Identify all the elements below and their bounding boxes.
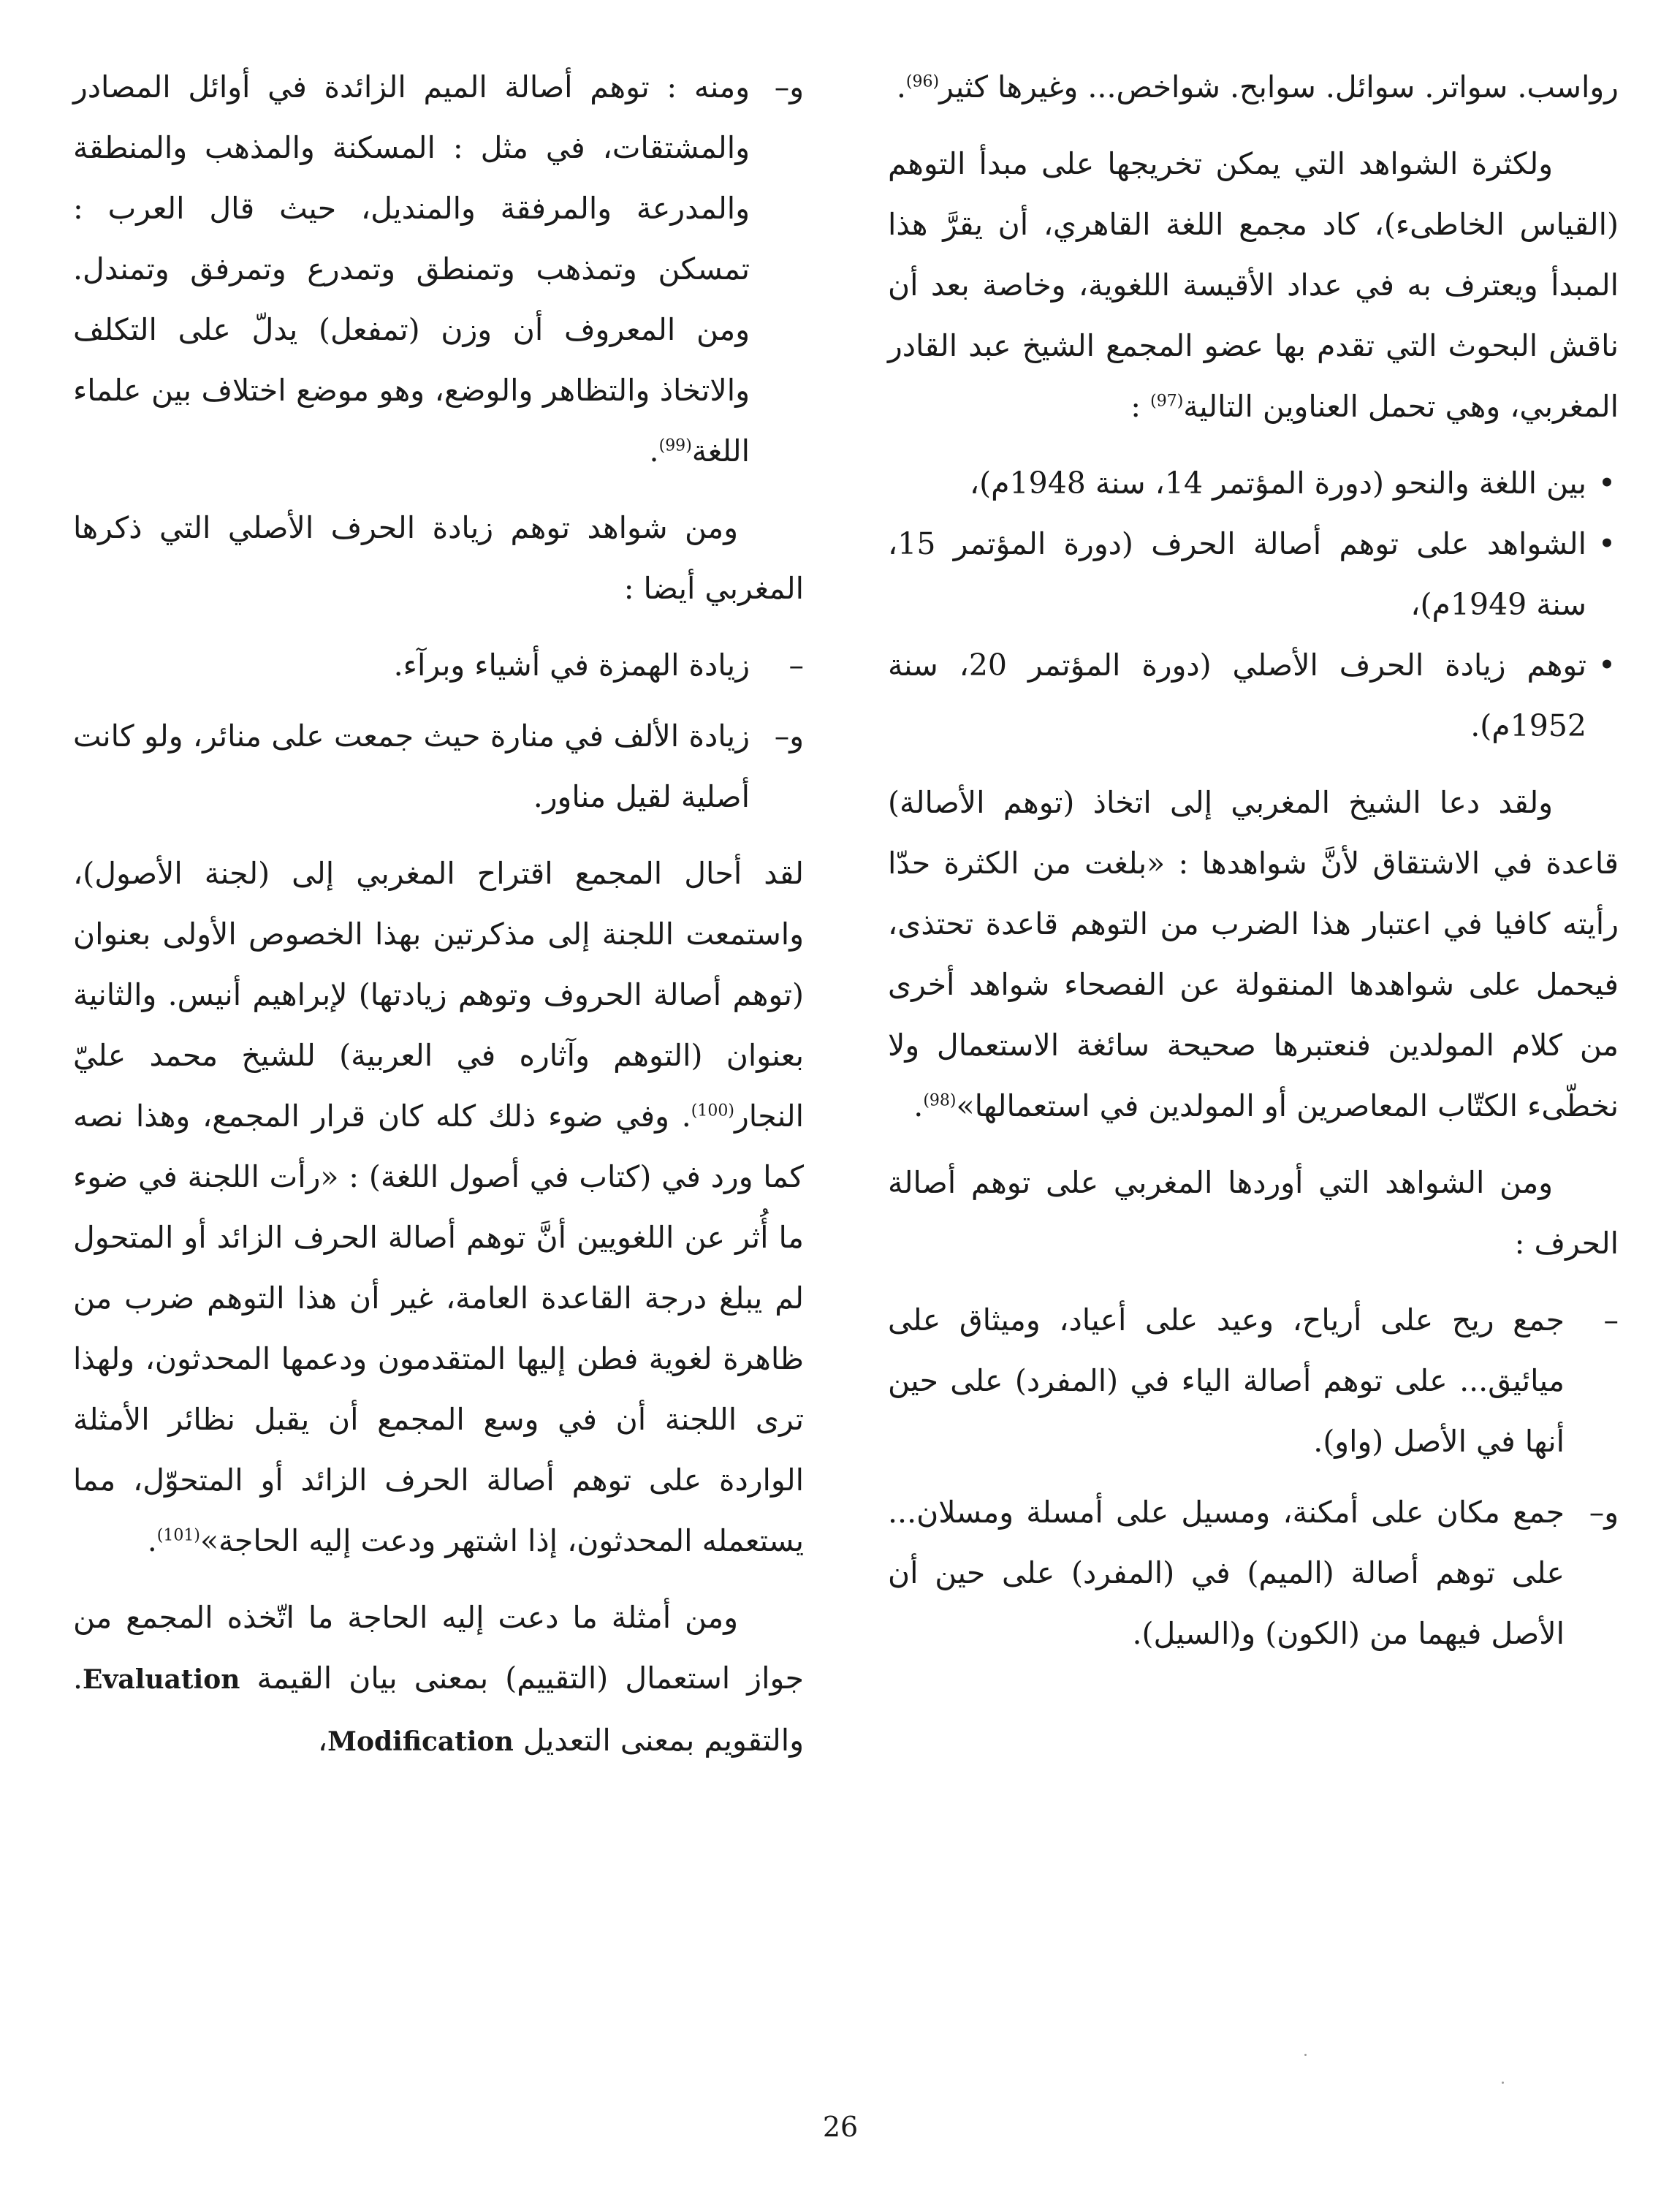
dash-marker: و– bbox=[1589, 1495, 1619, 1530]
list-item bbox=[73, 635, 804, 696]
list-item bbox=[73, 706, 804, 827]
paragraph-addition-intro: ومن شواهد توهم زيادة الحرف الأصلي التي ذكرها المغربي أيضا : bbox=[73, 510, 804, 606]
list-item-text: الشواهد على توهم أصالة الحرف (دورة المؤتمر 15، سنة 1949م)، bbox=[888, 526, 1586, 622]
paragraph-maghribi-call bbox=[888, 773, 1619, 1137]
list-item bbox=[888, 453, 1619, 514]
right-column bbox=[888, 57, 1619, 1680]
page-number: 26 bbox=[822, 2111, 859, 2143]
list-item-text: جمع مكان على أمكنة، ومسيل على أمسلة ومسلان... على توهم أصالة (الميم) في (المفرد) على حين أن الأصل فيهما من (الكون) و(السيل). bbox=[888, 1495, 1565, 1651]
bullet-icon: • bbox=[1597, 648, 1616, 683]
paragraph-text: . وفي ضوء ذلك كله كان قرار المجمع، وهذا نصه كما ورد في (كتاب في أصول اللغة) : «رأت اللجنة في ضوء ما أُثر عن اللغويين أنَّ توهم أصالة الحرف الزائد أو المتحول لم يبلغ درجة القاعدة العامة، غير أن هذا التوهم ضرب من ظاهرة لغوية فطن إليها المتقدمون ودعمها المحدثون، ولهذا ترى اللجنة أن في وسع المجمع أن يقبل نظائر الأمثلة الواردة على توهم أصالة الحرف الزائد أو المتحوّل، مما يستعمله المحدثون، إذا اشتهر ودعت إليه الحاجة» bbox=[73, 1099, 804, 1558]
paragraph-text: رواسب. سواتر. سوائل. سوابح. شواخص... وغيرها كثير bbox=[939, 69, 1619, 105]
latin-term: Evaluation bbox=[83, 1664, 240, 1695]
latin-term: Modification bbox=[327, 1726, 514, 1757]
list-item bbox=[888, 514, 1619, 635]
footnote-marker: (96) bbox=[905, 72, 940, 91]
list-item bbox=[73, 57, 804, 482]
bullet-icon: • bbox=[1597, 526, 1616, 561]
list-item-text: بين اللغة والنحو (دورة المؤتمر 14، سنة 1948م)، bbox=[969, 466, 1586, 501]
list-item-text: زيادة الألف في منارة حيث جمعت على منائر، ولو كانت أصلية لقيل مناور. bbox=[73, 718, 750, 814]
left-column bbox=[73, 57, 804, 1788]
list-item-text: ومنه : توهم أصالة الميم الزائدة في أوائل المصادر والمشتقات، في مثل : المسكنة والمذهب والمنطقة والمدرعة والمرفقة والمنديل، حيث قال العرب : تمسكن وتمذهب وتمنطق وتمدرع وتمرفق وتمندل. ومن المعروف أن وزن (تمفعل) يدلّ على التكلف والاتخاذ والتظاهر والوضع، وهو موضع اختلاف بين علماء اللغة bbox=[73, 69, 750, 468]
footnote-marker: (101) bbox=[156, 1526, 200, 1545]
addition-examples-list bbox=[73, 635, 804, 827]
list-item-text: جمع ريح على أرياح، وعيد على أعياد، وميثاق على ميائيق... على توهم أصالة الياء في (المفرد) على حين أنها في الأصل (واو). bbox=[888, 1302, 1565, 1459]
list-item bbox=[888, 1290, 1619, 1472]
paragraph-end: : bbox=[1130, 389, 1151, 424]
paragraph-word-list bbox=[888, 57, 1619, 118]
list-item-text: زيادة الهمزة في أشياء وبرآء. bbox=[393, 648, 750, 683]
paragraph-end: . bbox=[896, 69, 906, 105]
footnote-marker: (99) bbox=[658, 436, 692, 455]
dash-marker: – bbox=[1603, 1302, 1619, 1338]
bullet-icon: • bbox=[1597, 466, 1616, 501]
paragraph-text: لقد أحال المجمع اقتراح المغربي إلى (لجنة الأصول)، واستمعت اللجنة إلى مذكرتين بهذا الخصوص الأولى بعنوان (توهم أصالة الحروف وتوهم زيادتها) لإبراهيم أنيس. والثانية بعنوان (التوهم وآثاره في العربية) للشيخ محمد عليّ النجار bbox=[73, 856, 804, 1134]
dash-marker: و– bbox=[774, 718, 804, 754]
dash-marker: و– bbox=[774, 69, 804, 105]
paragraph-end: ، bbox=[317, 1723, 328, 1758]
research-titles-list bbox=[888, 453, 1619, 756]
paragraph-text: . والتقويم بمعنى التعديل bbox=[73, 1661, 804, 1758]
paragraph-text: ولقد دعا الشيخ المغربي إلى اتخاذ (توهم الأصالة) قاعدة في الاشتقاق لأنَّ شواهدها : «بلغت من الكثرة حدّا رأيته كافيا في اعتبار هذا الضرب من التوهم قاعدة تحتذى، فيحمل على شواهدها المنقولة عن الفصحاء شواهد أخرى من كلام المولدين فنعتبرها صحيحة سائغة الاستعمال ولا نخطّىء الكتّاب المعاصرين أو المولدين في استعمالها» bbox=[888, 785, 1619, 1123]
list-item bbox=[888, 635, 1619, 756]
list-item-end: . bbox=[649, 433, 659, 468]
dash-marker: – bbox=[788, 648, 804, 683]
paragraph-examples-need bbox=[73, 1587, 804, 1772]
footnote-marker: (98) bbox=[923, 1091, 957, 1110]
scan-speck bbox=[1304, 2054, 1307, 2056]
paragraph-end: . bbox=[913, 1088, 924, 1123]
examples-list bbox=[888, 1290, 1619, 1664]
paragraph-academy-decision bbox=[73, 843, 804, 1571]
paragraph-text: ولكثرة الشواهد التي يمكن تخريجها على مبدأ التوهم (القياس الخاطىء)، كاد مجمع اللغة القاهري، أن يقرَّ هذا المبدأ ويعترف به في عداد الأقيسة اللغوية، وخاصة بعد أن ناقش البحوث التي تقدم بها عضو المجمع الشيخ عبد القادر المغربي، وهي تحمل العناوين التالية bbox=[888, 146, 1619, 424]
footnote-marker: (100) bbox=[691, 1101, 734, 1120]
paragraph-examples-intro: ومن الشواهد التي أوردها المغربي على توهم أصالة الحرف : bbox=[888, 1165, 1619, 1261]
paragraph-academy-principle bbox=[888, 134, 1619, 437]
paragraph-text: ومن أمثلة ما دعت إليه الحاجة ما اتّخذه المجمع من جواز استعمال (التقييم) بمعنى بيان القيمة bbox=[73, 1600, 804, 1696]
footnote-marker: (97) bbox=[1150, 392, 1184, 411]
mim-example-list bbox=[73, 57, 804, 482]
list-item bbox=[888, 1482, 1619, 1664]
scan-speck bbox=[1502, 2082, 1504, 2084]
list-item-text: توهم زيادة الحرف الأصلي (دورة المؤتمر 20، سنة 1952م). bbox=[888, 648, 1586, 743]
paragraph-end: . bbox=[147, 1523, 157, 1558]
